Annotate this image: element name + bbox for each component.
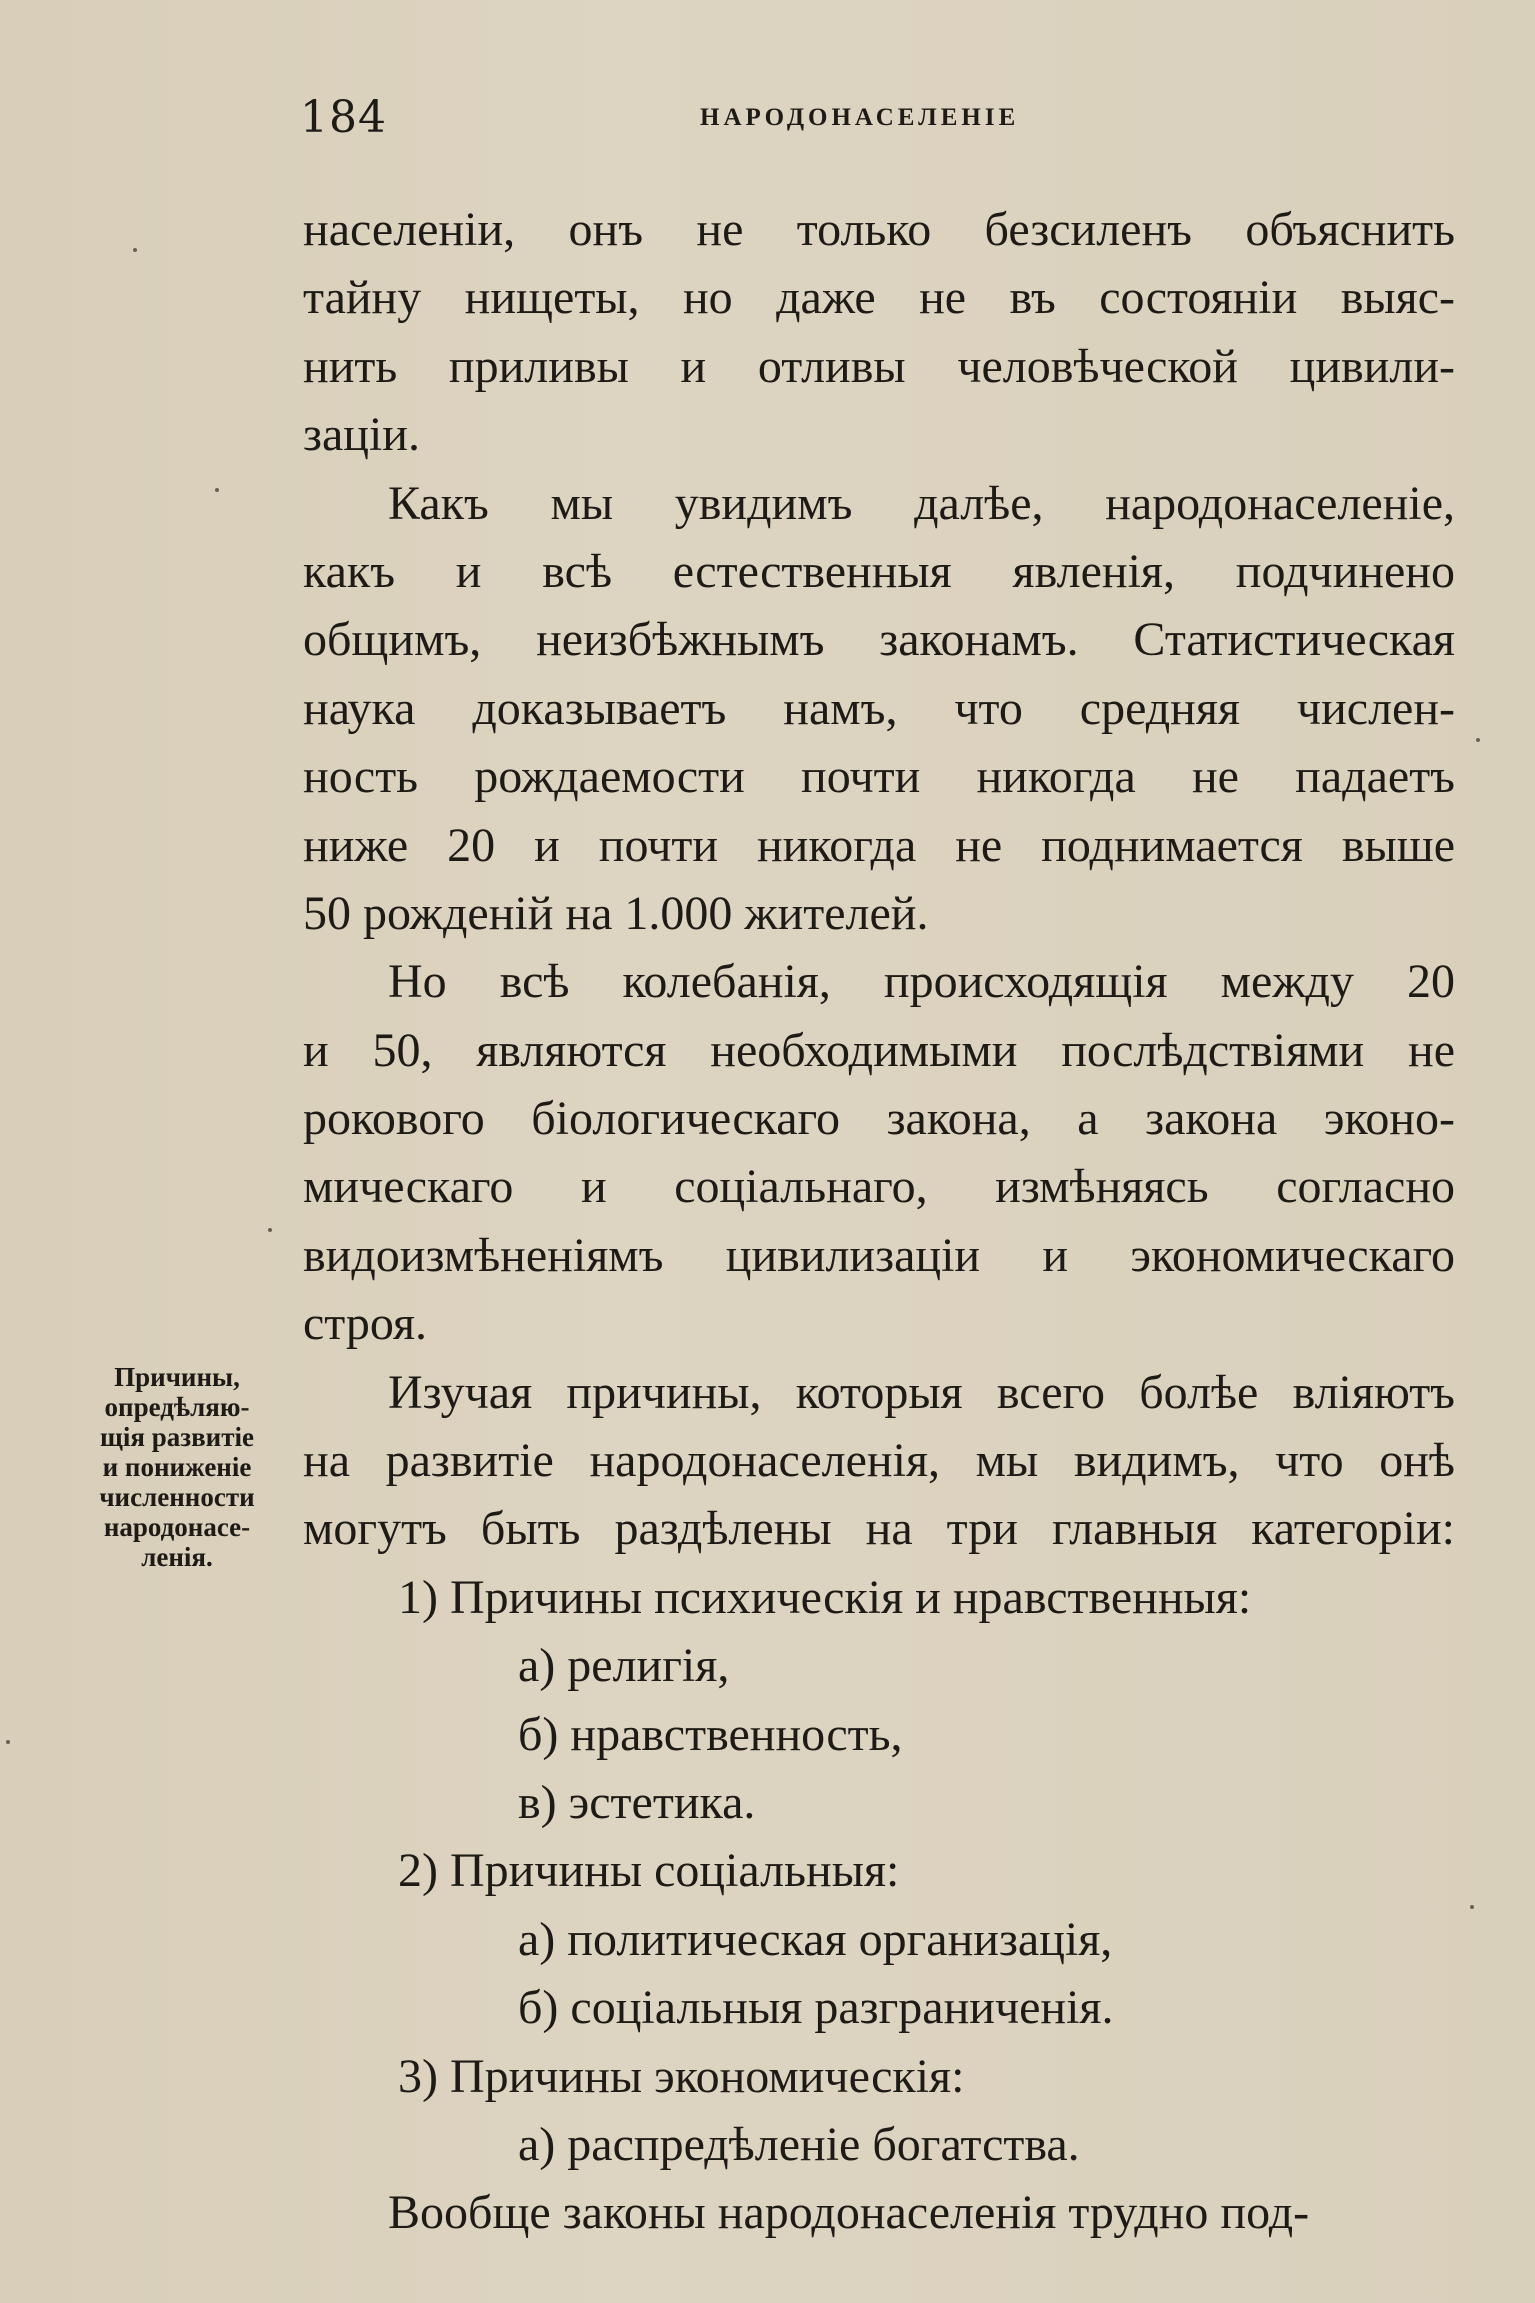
text-line: населеніи, онъ не только безсиленъ объяснить xyxy=(303,203,1455,256)
list-item: а) религія, xyxy=(518,1639,730,1693)
list-item: а) распредѣленіе богатства. xyxy=(518,2117,1080,2171)
text-line: 50 рожденій на 1.000 жителей. xyxy=(303,886,929,940)
text-line: рокового біологическаго закона, а закона эконо- xyxy=(303,1092,1455,1146)
text-line: какъ и всѣ естественныя явленія, подчинено xyxy=(303,544,1455,598)
margin-note-line: опредѣляю- xyxy=(104,1392,250,1422)
paper-speck xyxy=(215,488,219,492)
list-item: а) политическая организація, xyxy=(518,1912,1113,1966)
margin-note-line: народонасе- xyxy=(103,1512,251,1542)
text-line: видоизмѣненіямъ цивилизаціи и экономическаго xyxy=(303,1228,1455,1282)
margin-note-line: численности xyxy=(99,1482,255,1512)
text-line: строя. xyxy=(303,1297,428,1351)
paragraph-3 xyxy=(303,948,1455,1358)
text-line: тайну нищеты, но даже не въ состояніи выяс- xyxy=(303,271,1455,325)
paragraph-1 xyxy=(303,196,1455,470)
body-text xyxy=(303,196,1455,2248)
text-line: на развитіе народонаселенія, мы видимъ, что онѣ xyxy=(303,1434,1455,1488)
causes-list xyxy=(303,1564,1455,2180)
list-item: 3) Причины экономическія: xyxy=(398,2049,965,2103)
list-item: 2) Причины соціальныя: xyxy=(398,1844,900,1898)
text-line: Изучая причины, которыя всего болѣе вліяютъ xyxy=(388,1365,1455,1419)
page-number: 184 xyxy=(300,92,387,143)
text-line: Какъ мы увидимъ далѣе, народонаселеніе, xyxy=(388,476,1455,530)
text-line: наука доказываетъ намъ, что средняя числен- xyxy=(303,681,1455,735)
paper-speck xyxy=(1476,738,1480,742)
margin-note-line: и пониженіе xyxy=(102,1452,252,1482)
list-item: б) нравственность, xyxy=(518,1707,903,1761)
text-line: и 50, являются необходимыми послѣдствіями не xyxy=(303,1023,1455,1077)
text-line: Но всѣ колебанія, происходящія между 20 xyxy=(388,955,1455,1009)
text-line: ность рождаемости почти никогда не падаетъ xyxy=(303,750,1455,804)
paper-speck xyxy=(133,248,137,252)
margin-note-line: ленія. xyxy=(141,1542,213,1572)
margin-note-line: щія развитіе xyxy=(100,1422,254,1452)
closing-line: Вообще законы народонаселенія трудно под- xyxy=(388,2186,1310,2240)
paper-speck xyxy=(1470,1905,1474,1909)
paper-speck xyxy=(6,1740,10,1744)
text-line: могутъ быть раздѣлены на три главныя категоріи: xyxy=(303,1502,1455,1556)
margin-note-line: Причины, xyxy=(114,1362,240,1392)
running-title: НАРОДОНАСЕЛЕНІЕ xyxy=(700,104,1020,131)
list-item: 1) Причины психическія и нравственныя: xyxy=(398,1570,1252,1624)
text-line: заціи. xyxy=(303,408,420,462)
text-line: ниже 20 и почти никогда не поднимается выше xyxy=(303,818,1455,872)
margin-note xyxy=(52,1362,302,1572)
text-line: общимъ, неизбѣжнымъ законамъ. Статистическая xyxy=(303,613,1455,667)
paper-speck xyxy=(268,1228,272,1232)
paragraph-2 xyxy=(303,470,1455,949)
paragraph-4 xyxy=(303,1359,1455,1564)
list-item: в) эстетика. xyxy=(518,1775,756,1829)
text-line: нить приливы и отливы человѣческой цивили- xyxy=(303,339,1455,393)
running-head xyxy=(300,92,1450,152)
text-line: мическаго и соціальнаго, измѣняясь согласно xyxy=(303,1160,1455,1214)
list-item: б) соціальныя разграниченія. xyxy=(518,1981,1114,2035)
